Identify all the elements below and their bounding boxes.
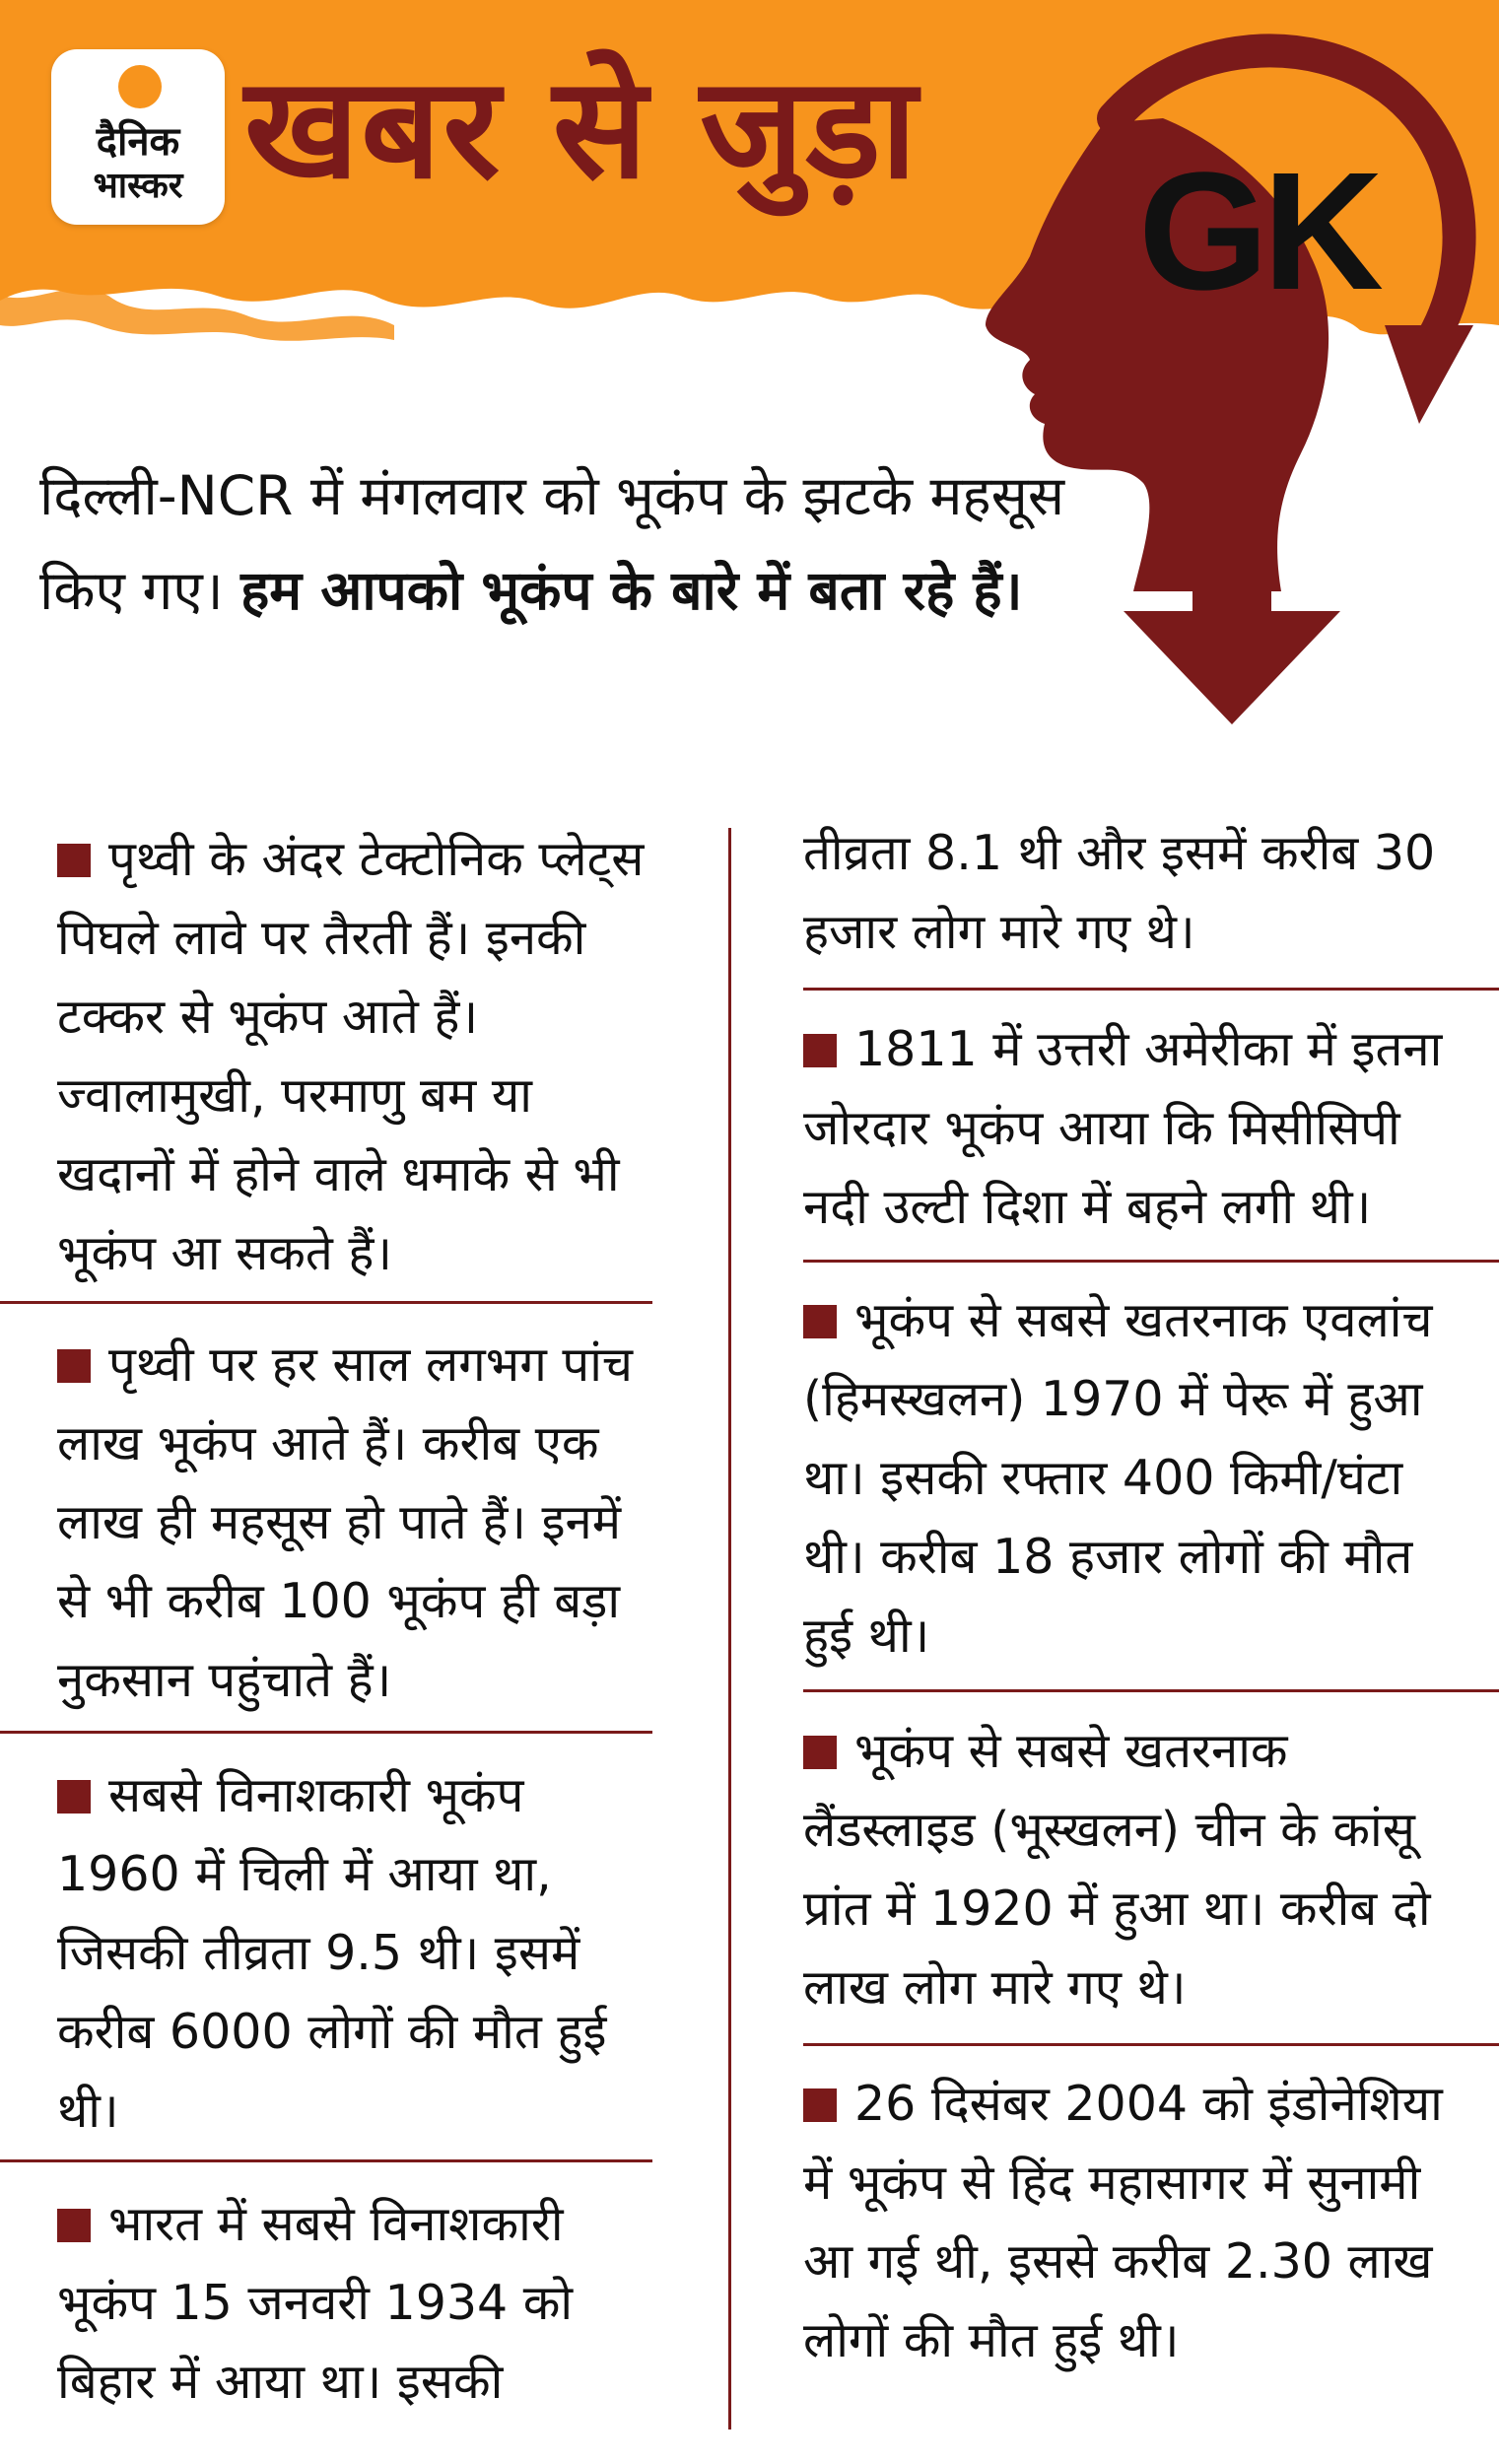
- separator: [803, 1689, 1499, 1692]
- orange-splatter: [0, 289, 394, 341]
- bullet-square-icon: [803, 2088, 837, 2122]
- fact-text: पृथ्वी के अंदर टेक्टोनिक प्लेट्स पिघले लावे पर तैरती हैं। इनकी टक्कर से भूकंप आते हैं। ज्वालामुखी, परमाणु बम या खदानों में होने वाले धमाके से भी भूकंप आ सकते हैं।: [57, 831, 645, 1281]
- page-title: खबर से जुड़ा: [244, 47, 920, 210]
- separator: [803, 2043, 1499, 2046]
- fact-text: 1811 में उत्तरी अमेरीका में इतना जोरदार भूकंप आया कि मिसीसिपी नदी उल्टी दिशा में बहने लगी थी।: [803, 1021, 1443, 1235]
- fact-text: सबसे विनाशकारी भूकंप 1960 में चिली में आया था, जिसकी तीव्रता 9.5 थी। इसमें करीब 6000 लोगों की मौत हुई थी।: [57, 1767, 607, 2139]
- fact-text: भूकंप से सबसे खतरनाक एवलांच (हिमस्खलन) 1970 में पेरू में हुआ था। इसकी रफ्तार 400 किमी/घंटा थी। करीब 18 हजार लोगों की मौत हुई थी।: [803, 1292, 1433, 1664]
- intro-normal: दिल्ली-NCR में मंगलवार को भूकंप के झटके महसूस किए गए।: [39, 464, 1064, 622]
- fact-item: [803, 1281, 1473, 1676]
- intro-bold: हम आपको भूकंप के बारे में बता रहे हैं।: [240, 559, 1023, 622]
- fact-text: पृथ्वी पर हर साल लगभग पांच लाख भूकंप आते हैं। करीब एक लाख ही महसूस हो पाते हैं। इनमें से भी करीब 100 भूकंप ही बड़ा नुकसान पहुंचाते हैं।: [57, 1336, 634, 1708]
- logo-line1: दैनिक: [96, 119, 180, 165]
- fact-text: भूकंप से सबसे खतरनाक लैंडस्लाइड (भूस्खलन) चीन के कांसू प्रांत में 1920 में हुआ था। करीब दो लाख लोग मारे गए थे।: [803, 1723, 1431, 2016]
- logo-line2: भास्कर: [93, 166, 183, 206]
- arrow-head-right: [1385, 325, 1473, 424]
- bullet-square-icon: [803, 1736, 837, 1769]
- fact-item: [57, 1326, 668, 1720]
- fact-text: 26 दिसंबर 2004 को इंडोनेशिया में भूकंप से हिंद महासागर में सुनामी आ गई थी, इससे करीब 2.30 लाख लोगों की मौत हुई थी।: [803, 2076, 1443, 2368]
- bullet-square-icon: [57, 844, 91, 877]
- dainik-bhaskar-logo: [51, 49, 225, 225]
- sun-icon: [118, 65, 162, 108]
- fact-item: [57, 1756, 648, 2151]
- bullet-square-icon: [57, 1780, 91, 1814]
- fact-text: तीव्रता 8.1 थी और इसमें करीब 30 हजार लोग मारे गए थे।: [803, 825, 1436, 960]
- separator: [0, 2159, 652, 2162]
- fact-item: [803, 1712, 1473, 2027]
- separator: [803, 988, 1499, 991]
- fact-item: [57, 2185, 648, 2422]
- bullet-square-icon: [57, 2209, 91, 2242]
- fact-item: [803, 2065, 1473, 2380]
- bullet-square-icon: [803, 1305, 837, 1338]
- fact-text: भारत में सबसे विनाशकारी भूकंप 15 जनवरी 1934 को बिहार में आया था। इसकी: [57, 2196, 574, 2410]
- fact-item: [57, 820, 648, 1293]
- bullet-square-icon: [57, 1349, 91, 1383]
- down-arrow-shaft: [1192, 552, 1271, 621]
- separator: [0, 1301, 652, 1304]
- fact-item: [803, 814, 1473, 972]
- separator: [0, 1731, 652, 1734]
- fact-item: [803, 1010, 1473, 1247]
- separator: [803, 1260, 1499, 1263]
- bullet-square-icon: [803, 1034, 837, 1067]
- down-arrow-head: [1124, 611, 1340, 724]
- gk-badge: GK: [1138, 138, 1378, 325]
- intro-text: [39, 448, 1143, 638]
- column-divider: [728, 828, 731, 2430]
